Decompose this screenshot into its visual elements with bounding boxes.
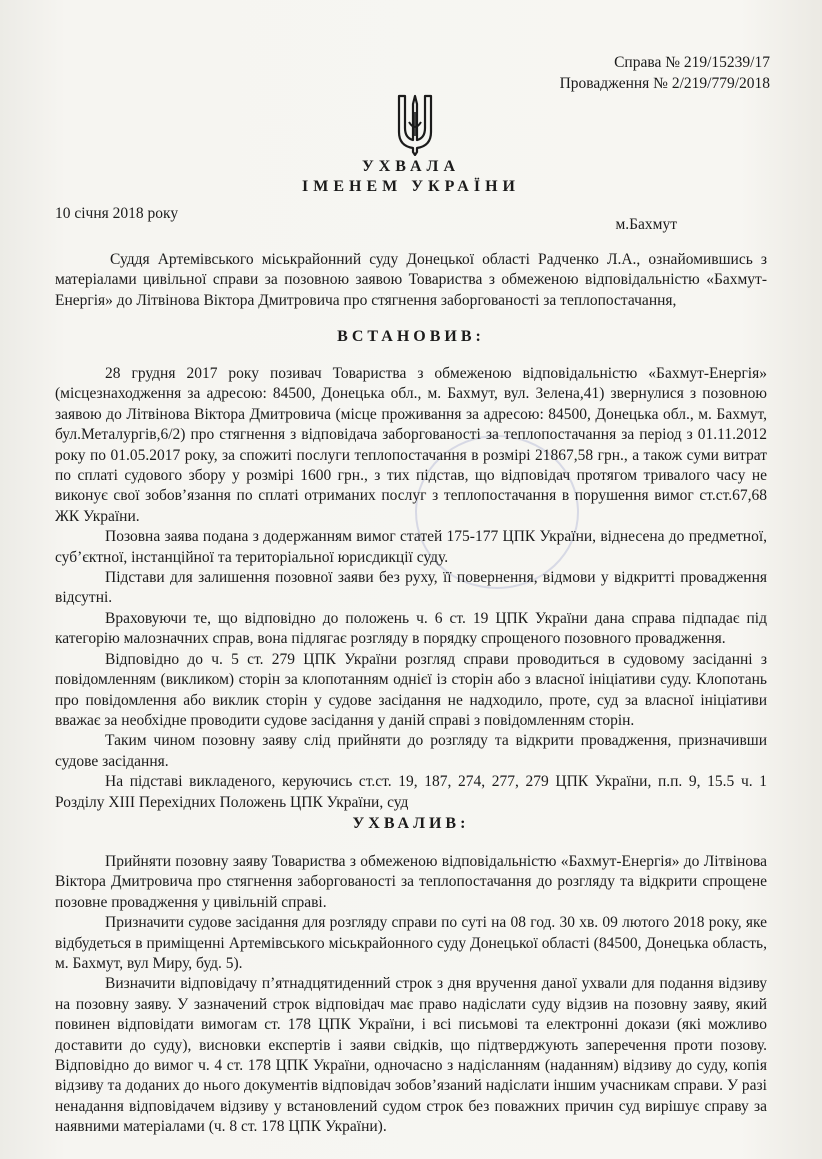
section-ruled-heading: УХВАЛИВ: <box>352 815 470 832</box>
ruled-paragraph: Призначити судове засідання для розгляду справи по суті на 08 год. 30 хв. 09 лютого 2018 року, яке відбудеться в приміщенні Артемівського міськрайонного суду Донецької області (84500, Донецька область, м. Бахмут, вул Миру, буд. 5). <box>55 914 767 973</box>
established-paragraph: На підставі викладеного, керуючись ст.ст. 19, 187, 274, 277, 279 ЦПК України, п.п. 9, 15.5 ч. 1 Розділу XIII Перехідних Положень ЦПК України, суд <box>55 773 767 811</box>
intro-paragraph <box>55 250 767 311</box>
intro-text: Суддя Артемівського міськрайонний суду Донецької області Радченко Л.А., ознайомившись з матеріалами цивільної справи за позовною заявою Товариства з обмеженою відповідальністю «Бахмут-Енергія» до Літвінова Віктора Дмитровича про стягнення заборгованості за теплопостачання, <box>55 251 767 309</box>
established-paragraph: Відповідно до ч. 5 ст. 279 ЦПК України розгляд справи проводиться в судовому засіданні з повідомленням (викликом) сторін за клопотанням однієї із сторін або з власної ініціативи суду. Клопотань про повідомлення або виклик сторін у судове засідання не надходило, проте, суд за власної ініціативи вважає за необхідне проводити судове засідання у даній справі з повідомленням сторін. <box>55 650 767 729</box>
established-section <box>55 364 767 813</box>
established-paragraph: Враховуючи те, що відповідно до положень ч. 6 ст. 19 ЦПК України дана справа підпадає під категорію малозначних справ, вона підлягає розгляду в порядку спрощеного позовного провадження. <box>55 609 767 648</box>
document-subtitle: ІМЕНЕМ УКРАЇНИ <box>302 178 520 195</box>
case-number: Справа № 219/15239/17 <box>614 54 770 71</box>
established-paragraph: 28 грудня 2017 року позивач Товариства з обмеженою відповідальністю «Бахмут-Енергія» (місцезнаходження за адресою: 84500, Донецька обл., м. Бахмут, вул. Зелена,41) звернулися з позовною заявою до Літвінова Віктора Дмитровича (місце проживання за адресою: 84500, Донецька обл., м. Бахмут, бул.Металургів,6/2) про стягнення з відповідача заборгованості за теплопостачання за період з 01.11.2012 року по 01.05.2017 року, за спожиті послуги теплопостачання в розмірі 21867,58 грн., а також суми витрат по сплаті судового збору у розмірі 1600 грн., з тих підстав, що відповідач протягом тривалого часу не виконує свої зобов’язання по сплаті отриманих послуг з теплопостачання в порушення вимог ст.ст.67,68 ЖК України. <box>55 365 767 525</box>
proceeding-number: Провадження № 2/219/779/2018 <box>559 75 770 92</box>
established-paragraph: Таким чином позовну заяву слід прийняти до розгляду та відкрити провадження, призначивши судове засідання. <box>55 732 767 770</box>
document-date: 10 січня 2018 року <box>55 205 179 222</box>
ruled-paragraph: Визначити відповідачу п’ятнадцятиденний строк з дня вручення даної ухвали для подання відзиву на позовну заяву. У зазначений строк відповідач має право надіслати суду відзив на позовну заяву, який повинен відповідати вимогам ст. 178 ЦПК України, і всі письмові та електронні докази (які можливо доставити до суду), висновки експертів і заяви свідків, що підтверджують заперечення проти позову. Відповідно до вимог ч. 4 ст. 178 ЦПК України, одночасно з надісланням (наданням) відзиву до суду, копія відзиву та доданих до нього документів відповідач зобов’язаний надіслати іншим учасникам справи. У разі ненадання відповідачем відзиву у встановлений судом строк без поважних причин суд вирішує справу за наявними матеріалами (ч. 8 ст. 178 ЦПК України). <box>55 975 767 1136</box>
section-established-heading: ВСТАНОВИВ: <box>337 328 485 345</box>
established-paragraph: Підстави для залишення позовної заяви без руху, її повернення, відмови у відкритті провадження відсутні. <box>55 569 767 607</box>
ruled-section <box>55 852 767 1138</box>
established-paragraph: Позовна заява подана з додержанням вимог статей 175-177 ЦПК України, віднесена до предметної, суб’єктної, інстанційної та територіальної юрисдикції суду. <box>55 528 767 566</box>
trident-icon <box>395 92 435 156</box>
document-city: м.Бахмут <box>615 216 677 233</box>
document-title: УХВАЛА <box>362 158 460 175</box>
case-header <box>560 52 770 94</box>
ruled-paragraph: Прийняти позовну заяву Товариства з обмеженою відповідальністю «Бахмут-Енергія» до Літвінова Віктора Дмитровича про стягнення заборгованості за теплопостачання до розгляду та відкрити спрощене позовне провадження у цивільній справі. <box>55 853 767 911</box>
